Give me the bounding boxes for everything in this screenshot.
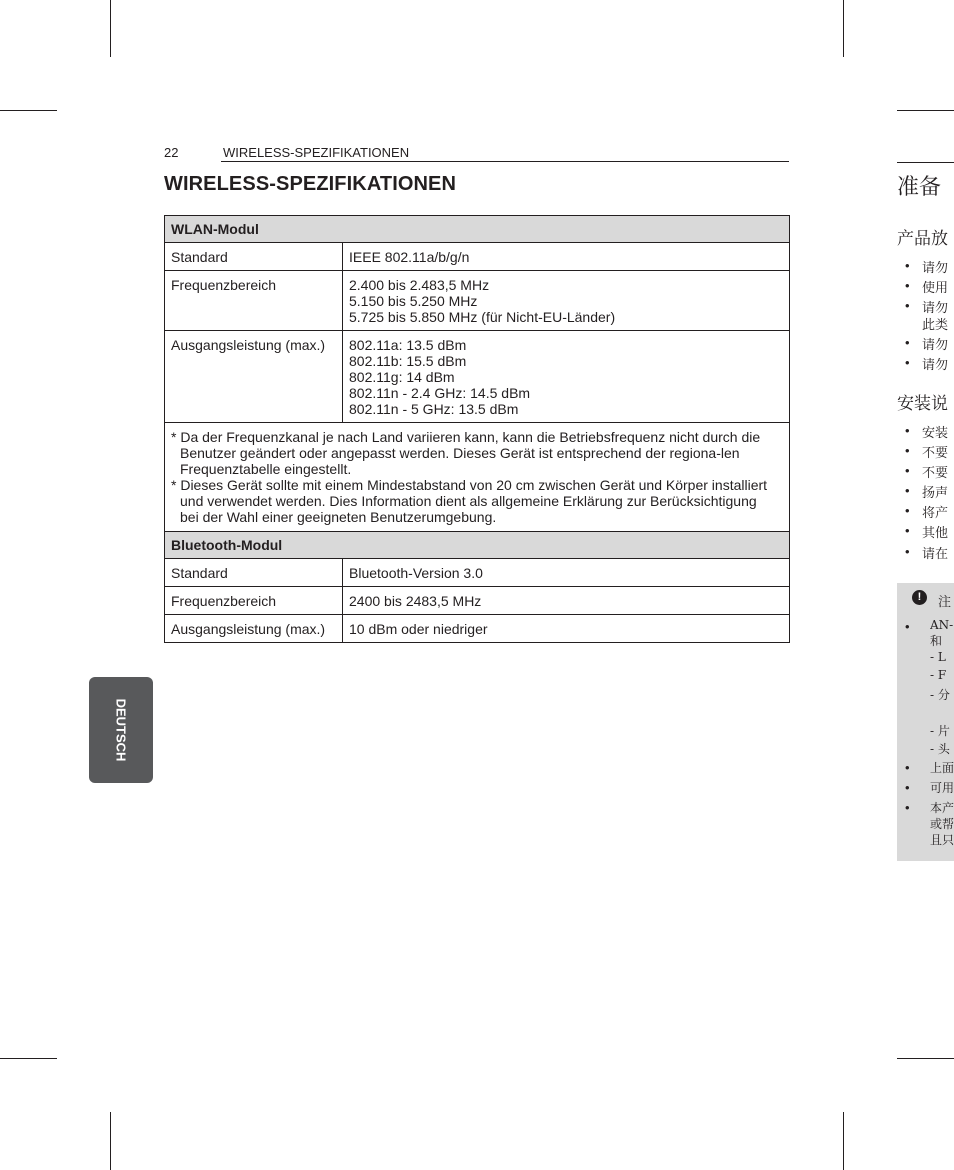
facing-heading: 准备: [897, 175, 942, 200]
bullet: •: [905, 800, 910, 815]
table-section-row: [165, 532, 790, 559]
row-value: [343, 331, 790, 423]
table-row: [165, 587, 790, 615]
bullet: •: [905, 760, 910, 775]
warning-icon: !: [912, 590, 927, 605]
notes-row: [165, 423, 790, 532]
bullet: •: [905, 258, 910, 273]
row-label: Ausgangsleistung (max.): [165, 615, 343, 643]
facing-list-item: 请勿: [922, 358, 949, 373]
row-value: 2400 bis 2483,5 MHz: [343, 587, 790, 615]
spec-table: [164, 215, 790, 643]
bullet: •: [905, 278, 910, 293]
value-line: 5.725 bis 5.850 MHz (für Nicht-EU-Länder): [349, 309, 616, 325]
value-line: 5.150 bis 5.250 MHz: [349, 293, 478, 309]
value-line: 802.11n - 5 GHz: 13.5 dBm: [349, 401, 519, 417]
section-header: Bluetooth-Modul: [165, 532, 790, 559]
bullet: •: [905, 355, 910, 370]
note-line: 且只: [930, 833, 954, 847]
bullet: •: [905, 298, 910, 313]
table-row: [165, 559, 790, 587]
header-rule: [221, 161, 789, 162]
table-row: [165, 331, 790, 423]
bullet: •: [905, 780, 910, 795]
value-line: 802.11a: 13.5 dBm: [349, 337, 467, 353]
notes-cell: [165, 423, 790, 532]
facing-list-item: 请勿: [922, 301, 949, 316]
crop-mark: [0, 110, 57, 111]
row-value: [343, 243, 790, 271]
note-line: 和: [930, 634, 943, 648]
bullet: •: [905, 463, 910, 478]
facing-list-item: 扬声: [922, 486, 949, 501]
facing-list-item: 不要: [922, 446, 949, 461]
facing-subheading: 安装说: [897, 394, 948, 414]
crop-mark: [0, 1058, 57, 1059]
bullet: •: [905, 443, 910, 458]
row-label: Frequenzbereich: [165, 271, 343, 331]
crop-mark: [110, 0, 111, 57]
crop-mark: [843, 0, 844, 57]
page-title: WIRELESS-SPEZIFIKATIONEN: [164, 173, 457, 195]
running-header: WIRELESS-SPEZIFIKATIONEN: [223, 145, 410, 160]
table-row: [165, 615, 790, 643]
facing-list-item: 使用: [922, 281, 949, 296]
note-line: - 头: [930, 742, 950, 756]
row-value: Bluetooth-Version 3.0: [343, 559, 790, 587]
bullet: •: [905, 619, 910, 634]
row-value: 10 dBm oder niedriger: [343, 615, 790, 643]
bullet: •: [905, 544, 910, 559]
bullet: •: [905, 423, 910, 438]
row-label: Frequenzbereich: [165, 587, 343, 615]
note-line: AN-: [930, 618, 954, 632]
facing-list-item: 安装: [922, 426, 949, 441]
value-line: IEEE 802.11a/b/g/n: [349, 249, 470, 265]
value-line: 2.400 bis 2.483,5 MHz: [349, 277, 490, 293]
note-line: 或帮: [930, 817, 954, 831]
row-label: Standard: [165, 559, 343, 587]
note-line: - 片: [930, 724, 950, 738]
row-label: Ausgangsleistung (max.): [165, 331, 343, 423]
crop-mark: [110, 1112, 111, 1170]
note-line: 可用: [930, 781, 954, 795]
table-section-row: [165, 216, 790, 243]
facing-subheading: 产品放: [897, 229, 948, 249]
crop-mark: [843, 1112, 844, 1170]
note-line: - F: [930, 668, 947, 682]
bullet: •: [905, 503, 910, 518]
facing-list-item: 其他: [922, 526, 949, 541]
note-title: 注: [938, 595, 952, 610]
facing-list-item: 将产: [922, 506, 949, 521]
crop-mark: [897, 1058, 954, 1059]
note-line: - 分: [930, 688, 950, 702]
note-line: - L: [930, 650, 946, 664]
section-header: WLAN-Modul: [165, 216, 790, 243]
footnote: * Dieses Gerät sollte mit einem Mindestabstand von 20 cm zwischen Gerät und Körper installiert und verwendet werden. Dies Information dient als allgemeine Erklärung zur Berücksichtigung bei der Wahl einer geeigneten Benutzerumgebung.: [171, 477, 768, 525]
value-line: 802.11g: 14 dBm: [349, 369, 455, 385]
note-line: 本产: [930, 801, 954, 815]
facing-list-item: 请在: [922, 547, 949, 562]
footnote: * Da der Frequenzkanal je nach Land variieren kann, kann die Betriebsfrequenz nicht durch die Benutzer geändert oder angepasst werden. Dieses Gerät ist entsprechend der regiona-len Frequenztabelle eingestellt.: [171, 429, 761, 477]
facing-list-item: 请勿: [922, 338, 949, 353]
table-row: [165, 271, 790, 331]
crop-mark: [897, 110, 954, 111]
row-value: [343, 271, 790, 331]
bullet: •: [905, 523, 910, 538]
facing-list-item: 不要: [922, 466, 949, 481]
facing-list-item: 请勿: [922, 261, 949, 276]
bullet: •: [905, 483, 910, 498]
note-line: 上面: [930, 761, 954, 775]
value-line: 802.11n - 2.4 GHz: 14.5 dBm: [349, 385, 531, 401]
value-line: 802.11b: 15.5 dBm: [349, 353, 467, 369]
table-row: [165, 243, 790, 271]
facing-rule: [897, 162, 954, 163]
page-number: 22: [164, 145, 179, 160]
facing-list-item: 此类: [922, 318, 949, 333]
bullet: •: [905, 335, 910, 350]
row-label: Standard: [165, 243, 343, 271]
language-tab-label: DEUTSCH: [113, 698, 129, 762]
